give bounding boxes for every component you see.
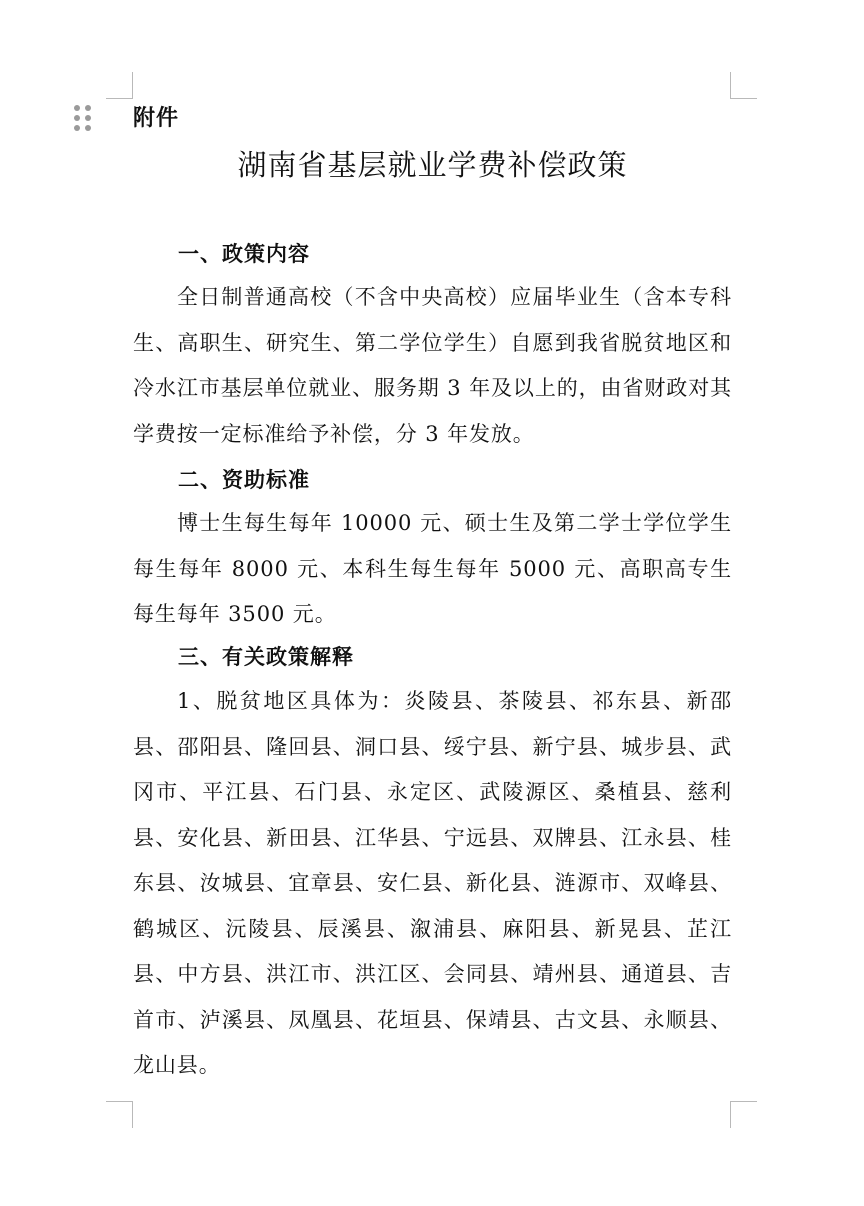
section-body-funding-standard: 博士生每生每年 10000 元、硕士生及第二学士学位学生每生每年 8000 元、本科生每生每年 5000 元、高职高专生每生每年 3500 元。 bbox=[133, 511, 732, 626]
drag-handle-icon[interactable] bbox=[72, 104, 94, 134]
section-heading-policy-interpretation: 三、有关政策解释 bbox=[178, 645, 354, 669]
document-title: 湖南省基层就业学费补偿政策 bbox=[237, 148, 628, 182]
section-heading-policy-content: 一、政策内容 bbox=[178, 242, 310, 266]
crop-mark-bottom-right bbox=[730, 1101, 757, 1128]
section-body-policy-content: 全日制普通高校（不含中央高校）应届毕业生（含本专科生、高职生、研究生、第二学位学生）自愿到我省脱贫地区和冷水江市基层单位就业、服务期 3 年及以上的，由省财政对其学费按一定标准给予补偿，分 3 年发放。 bbox=[133, 285, 732, 446]
attachment-label: 附件 bbox=[133, 106, 180, 131]
crop-mark-top-right bbox=[730, 72, 757, 99]
section-heading-funding-standard: 二、资助标准 bbox=[178, 468, 310, 492]
crop-mark-bottom-left bbox=[106, 1101, 133, 1128]
section-body-policy-interpretation: 1、脱贫地区具体为：炎陵县、茶陵县、祁东县、新邵县、邵阳县、隆回县、洞口县、绥宁县、新宁县、城步县、武冈市、平江县、石门县、永定区、武陵源区、桑植县、慈利县、安化县、新田县、江华县、宁远县、双牌县、江永县、桂东县、汝城县、宜章县、安仁县、新化县、涟源市、双峰县、鹤城区、沅陵县、辰溪县、溆浦县、麻阳县、新晃县、芷江县、中方县、洪江市、洪江区、会同县、靖州县、通道县、吉首市、泸溪县、凤凰县、花垣县、保靖县、古文县、永顺县、龙山县。 bbox=[133, 689, 732, 1077]
crop-mark-top-left bbox=[106, 72, 133, 99]
